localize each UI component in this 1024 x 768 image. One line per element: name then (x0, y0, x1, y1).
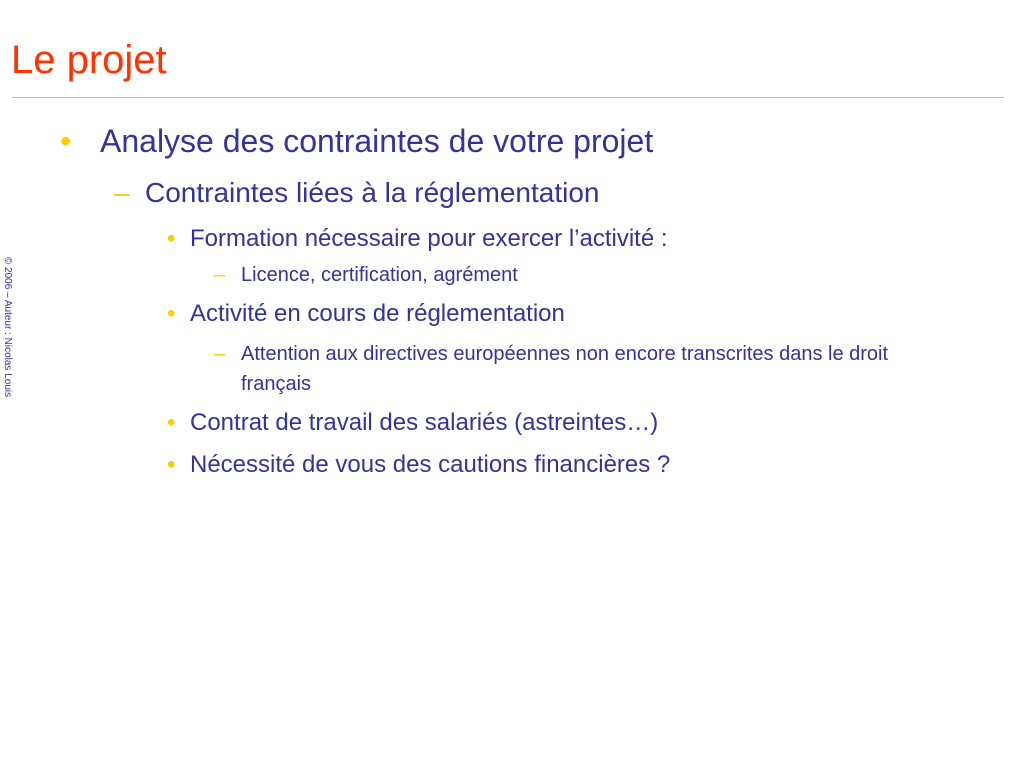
bullet-item-level3 (167, 450, 671, 480)
bullet-item-level2 (114, 176, 600, 210)
dash-marker: – (214, 343, 226, 365)
slide-title: Le projet (11, 38, 167, 82)
bullet-text: Contrat de travail des salariés (astreintes…) (190, 409, 659, 436)
bullet-item-level3 (167, 224, 668, 254)
bullet-marker: • (167, 409, 176, 436)
bullet-text: Analyse des contraintes de votre projet (100, 123, 654, 159)
copyright-note: © 2006 – Auteur : Nicolas Louis (2, 256, 13, 398)
bullet-item-level3 (167, 408, 659, 438)
bullet-text: Contraintes liées à la réglementation (145, 177, 600, 208)
bullet-marker: • (167, 300, 176, 327)
bullet-item-level4 (214, 262, 518, 289)
bullet-marker: • (167, 225, 176, 252)
bullet-item-level4 (214, 339, 931, 399)
bullet-text: Nécessité de vous des cautions financières ? (190, 451, 671, 478)
dash-marker: – (114, 177, 130, 208)
bullet-marker: • (60, 123, 72, 159)
bullet-marker: • (167, 451, 176, 478)
bullet-item-level3 (167, 299, 565, 329)
bullet-text: Formation nécessaire pour exercer l’activité : (190, 225, 668, 252)
bullet-text: Activité en cours de réglementation (190, 300, 565, 327)
bullet-text: Licence, certification, agrément (241, 264, 518, 286)
bullet-item-level1 (60, 121, 654, 161)
dash-marker: – (214, 264, 226, 286)
bullet-text: Attention aux directives européennes non encore transcrites dans le droit français (241, 343, 889, 395)
